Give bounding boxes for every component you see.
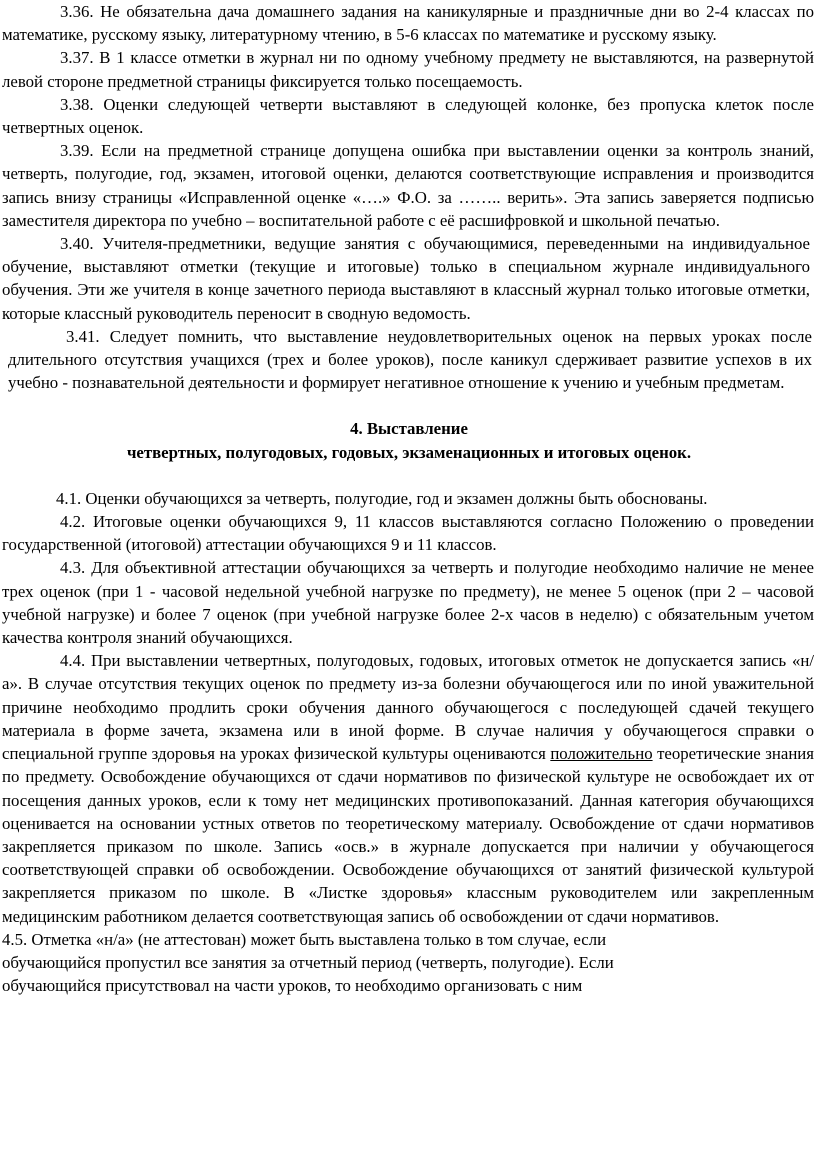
paragraph-3-41: 3.41. Следует помнить, что выставление неудовлетворительных оценок на первых уроках после длительного отсутствия учащихся (трех и более уроков), после каникул сдерживает развитие успехов в их учебно - познавательной деятельности и формирует негативное отношение к учению и учебным предметам. bbox=[8, 326, 812, 393]
paragraph-4-4-part-a: 4.4. При выставлении четвертных, полугодовых, годовых, итоговых отметок не допускается запись «н/а». В случае отсутствия текущих оценок по предмету из-за болезни обучающегося или по иной уважительной причине необходимо продлить сроки обучения данного обучающегося с последующей сдачей текущего материала в форме зачета, экзамена или в иной форме. В случае наличия у обучающегося справки о специальной группе здоровья на уроках физической культуры оцениваются bbox=[2, 651, 814, 764]
paragraph-4-1: 4.1. Оценки обучающихся за четверть, полугодие, год и экзамен должны быть обоснованы. bbox=[56, 488, 708, 508]
paragraph-4-4-part-b: теоретические знания по предмету. Освобождение обучающихся от сдачи нормативов по физической культуре не освобождает их от посещения данных уроков, если к тому нет медицинских противопоказаний. Данная категория обучающихся оценивается на основании устных ответов по теоретическому материалу. Освобождение от сдачи нормативов закрепляется приказом по школе. Запись «осв.» в журнале допускается при наличии у обучающегося соответствующей справки об освобождении. Освобождение обучающихся от занятий физической культурой закрепляется приказом по школе. В «Листке здоровья» классным руководителем или закрепленным медицинским работником делается соответствующая запись об освобождении от сдачи нормативов. bbox=[2, 744, 814, 926]
paragraph-3-39: 3.39. Если на предметной странице допущена ошибка при выставлении оценки за контроль знаний, четверть, полугодие, год, экзамен, итоговой оценки, делаются соответствующие исправления и производится запись внизу страницы «Исправленной оценке «….» Ф.О. за …….. верить». Эта запись заверяется подписью заместителя директора по учебно – воспитательной работе с её расшифровкой и школьной печатью. bbox=[2, 141, 814, 230]
paragraph-3-37: 3.37. В 1 классе отметки в журнал ни по одному учебному предмету не выставляются, на развернутой левой стороне предметной страницы фиксируется только посещаемость. bbox=[2, 48, 814, 91]
paragraph-4-4 bbox=[2, 649, 816, 927]
paragraph-3-40: 3.40. Учителя-предметники, ведущие занятия с обучающимися, переведенными на индивидуальное обучение, выставляют отметки (текущие и итоговые) только в специальном журнале индивидуального обучения. Эти же учителя в конце зачетного периода выставляют в классный журнал только итоговые отметки, которые классный руководитель переносит в сводную ведомость. bbox=[2, 234, 810, 323]
paragraph-3-38: 3.38. Оценки следующей четверти выставляют в следующей колонке, без пропуска клеток после четвертных оценок. bbox=[2, 94, 814, 138]
paragraph-4-5-line-3: обучающийся присутствовал на части уроков, то необходимо организовать с ним bbox=[2, 976, 583, 996]
paragraph-4-2: 4.2. Итоговые оценки обучающихся 9, 11 классов выставляются согласно Положению о проведении государственной (итоговой) аттестации обучающихся 9 и 11 классов. bbox=[2, 512, 814, 555]
section-4-heading-title: четвертных, полугодовых, годовых, экзаменационных и итоговых оценок. bbox=[126, 442, 692, 462]
paragraph-3-36: 3.36. Не обязательна дача домашнего задания на каникулярные и праздничные дни во 2-4 классах по математике, русскому языку, литературному чтению, в 5-6 классах по математике и русскому языку. bbox=[2, 2, 814, 45]
paragraph-4-3: 4.3. Для объективной аттестации обучающихся за четверть и полугодие необходимо наличие не менее трех оценок (при 1 - часовой недельной учебной нагрузке по предмету), не менее 5 оценок (при 2 – часовой учебной нагрузке) и более 7 оценок (при учебной нагрузке более 2-х часов в неделю) с обязательным учетом качества контроля знаний обучающихся. bbox=[2, 558, 814, 648]
spacer bbox=[2, 394, 816, 417]
paragraph-4-5-line-1: 4.5. Отметка «н/а» (не аттестован) может быть выставлена только в том случае, если bbox=[2, 929, 607, 949]
spacer bbox=[2, 464, 816, 487]
section-4-heading-number: 4. Выставление bbox=[350, 419, 468, 439]
paragraph-4-5-line-2: обучающийся пропустил все занятия за отчетный период (четверть, полугодие). Если bbox=[2, 952, 614, 972]
underlined-word: положительно bbox=[550, 744, 653, 764]
